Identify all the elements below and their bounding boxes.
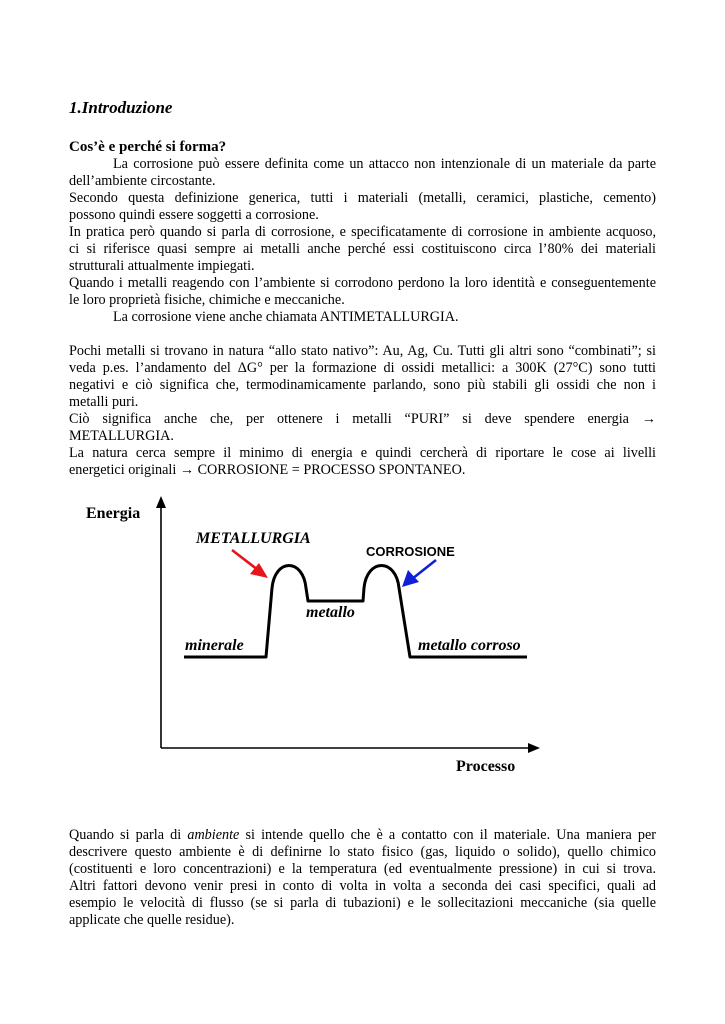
text-line [69, 861, 656, 878]
energy-process-diagram [0, 490, 725, 790]
text-line [69, 445, 656, 462]
line-text: negativi e ciò significa che, termodinamicamente parlando, sono più stabili gli ossidi che non i [69, 377, 656, 393]
text-line [69, 275, 656, 292]
line-text: energetici originali → CORROSIONE = PROCESSO SPONTANEO. [69, 462, 466, 478]
line-text: dell’ambiente circostante. [69, 173, 216, 189]
text-line [69, 912, 656, 929]
line-text: veda p.es. l’andamento del ΔG° per la formazione di ossidi metallici: a 300K (27°C) sono tutti [69, 360, 656, 376]
y-axis-arrowhead [156, 496, 166, 508]
metallo-label: metallo [306, 604, 355, 621]
text-line [69, 207, 656, 224]
text-line [69, 394, 656, 411]
line-text: le loro proprietà fisiche, chimiche e meccaniche. [69, 292, 345, 308]
text-line [69, 309, 656, 326]
line-text: ci si riferisce quasi sempre ai metalli anche perché essi costituiscono circa l’80% dei materiali [69, 241, 656, 257]
text-line [69, 844, 656, 861]
text-line [69, 241, 656, 258]
y-axis-label: Energia [86, 505, 141, 522]
text-line [69, 878, 656, 895]
line-text: La corrosione può essere definita come un attacco non intenzionale di un materiale da parte [113, 156, 656, 172]
line-text: strutturali attualmente impiegati. [69, 258, 255, 274]
line-text: La corrosione viene anche chiamata ANTIMETALLURGIA. [113, 309, 459, 325]
line-text: Secondo questa definizione generica, tutti i materiali (metalli, ceramici, plastiche, cemento) [69, 190, 656, 206]
text-line [69, 343, 656, 360]
text-line [69, 462, 656, 479]
line-text: si intende quello che è a contatto con il materiale. Una maniera per [239, 827, 656, 843]
text-line [69, 827, 656, 844]
metallurgia-label: METALLURGIA [196, 530, 311, 547]
corrosione-label: CORROSIONE [366, 544, 455, 559]
blue-arrow [402, 560, 436, 587]
paragraph-environment [69, 827, 656, 929]
text-line [69, 411, 656, 428]
section-subheading: Cos’è e perché si forma? [69, 139, 227, 155]
text-line [69, 428, 656, 445]
metallo-corroso-label: metallo corroso [418, 637, 521, 654]
line-text: metalli puri. [69, 394, 139, 410]
emphasis-text: ambiente [187, 827, 240, 843]
x-axis-label: Processo [456, 758, 516, 775]
text-line [69, 377, 656, 394]
text-line [69, 190, 656, 207]
line-text: applicate che quelle residue). [69, 912, 235, 928]
line-text: Ciò significa anche che, per ottenere i metalli “PURI” si deve spendere energia → [69, 411, 656, 427]
text-line [69, 258, 656, 275]
line-text: Altri fattori devono venir presi in conto di volta in volta a seconda dei casi specifici, quali ad [69, 878, 656, 894]
text-line [69, 895, 656, 912]
line-text: possono quindi essere soggetti a corrosione. [69, 207, 319, 223]
red-arrow [232, 550, 268, 578]
paragraph-thermodynamics [69, 343, 656, 479]
x-axis-arrowhead [528, 743, 540, 753]
paragraph-definition [69, 156, 656, 326]
minerale-label: minerale [185, 637, 244, 654]
text-line [69, 292, 656, 309]
text-line [69, 360, 656, 377]
section-heading: 1.Introduzione [69, 98, 173, 117]
line-text: (costituenti e loro concentrazioni) e la temperatura (ed eventualmente pressione) in cui si trova. [69, 861, 656, 877]
line-text: Quando i metalli reagendo con l’ambiente si corrodono perdono la loro identità e conseguentemente [69, 275, 656, 291]
line-text: esempio le velocità di flusso (se si parla di tubazioni) e le sollecitazioni meccaniche (sia quelle [69, 895, 656, 911]
line-text: descrivere questo ambiente è di definirne lo stato fisico (gas, liquido o solido), quello chimico [69, 844, 656, 860]
line-text: Quando si parla di [69, 827, 188, 843]
text-line [69, 173, 656, 190]
line-text: In pratica però quando si parla di corrosione, e specificatamente di corrosione in ambiente acquoso, [69, 224, 656, 240]
text-line [69, 224, 656, 241]
text-line [69, 156, 656, 173]
line-text: Pochi metalli si trovano in natura “allo stato nativo”: Au, Ag, Cu. Tutti gli altri sono “combinati”; si [69, 343, 656, 359]
line-text: La natura cerca sempre il minimo di energia e quindi cercherà di riportare le cose ai livelli [69, 445, 656, 461]
line-text: METALLURGIA. [69, 428, 174, 444]
